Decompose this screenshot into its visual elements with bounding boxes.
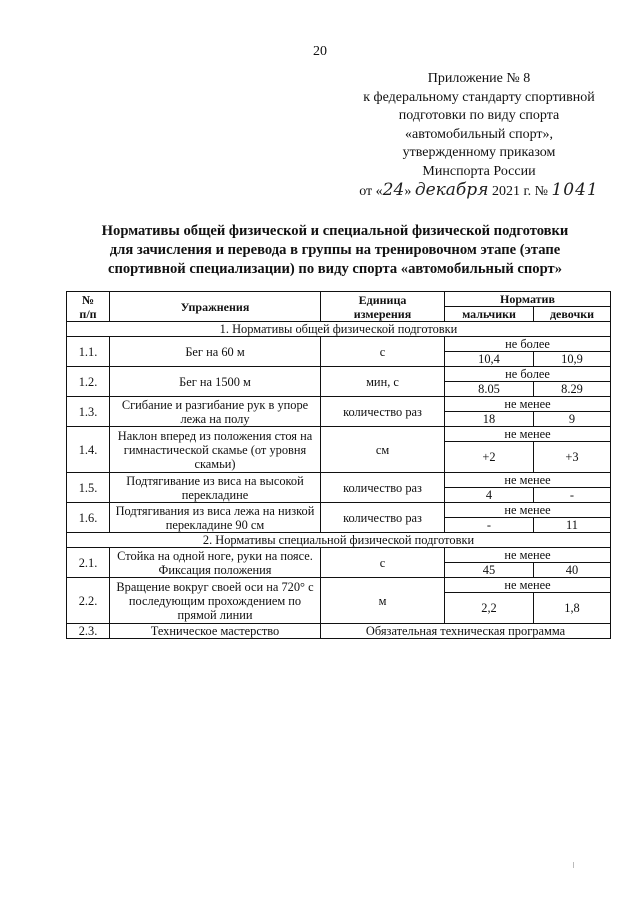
section-title: 1. Нормативы общей физической подготовки	[67, 322, 611, 337]
row-exercise: Бег на 1500 м	[110, 367, 321, 397]
row-program: Обязательная техническая программа	[321, 624, 611, 639]
row-girls-value: -	[534, 488, 611, 503]
row-boys-value: -	[445, 518, 534, 533]
row-boys-value: 10,4	[445, 352, 534, 367]
appendix-line: «автомобильный спорт»,	[404, 126, 554, 142]
row-girls-value: +3	[534, 442, 611, 473]
title-line: спортивной специализации) по виду спорта «автомобильный спорт»	[108, 261, 562, 277]
norms-table	[66, 291, 611, 639]
row-condition: не менее	[445, 427, 611, 442]
row-boys-value: 4	[445, 488, 534, 503]
row-condition: не менее	[445, 578, 611, 593]
order-day-handwritten: 24	[382, 180, 405, 200]
table-row	[67, 427, 611, 442]
row-unit: м	[321, 578, 445, 624]
page-number: 20	[313, 44, 327, 59]
row-unit: с	[321, 337, 445, 367]
row-number: 2.2.	[67, 578, 110, 624]
order-reference	[346, 181, 612, 202]
table-row	[67, 473, 611, 488]
appendix-line: к федеральному стандарту спортивной	[363, 89, 595, 105]
row-condition: не менее	[445, 397, 611, 412]
row-exercise: Бег на 60 м	[110, 337, 321, 367]
header-boys: мальчики	[445, 307, 534, 322]
header-exercise: Упражнения	[110, 292, 321, 322]
row-exercise: Техническое мастерство	[110, 624, 321, 639]
row-condition: не менее	[445, 548, 611, 563]
row-boys-value: 45	[445, 563, 534, 578]
row-girls-value: 1,8	[534, 593, 611, 624]
row-girls-value: 11	[534, 518, 611, 533]
table-row	[67, 397, 611, 412]
row-unit: см	[321, 427, 445, 473]
row-condition: не более	[445, 337, 611, 352]
row-girls-value: 10,9	[534, 352, 611, 367]
row-boys-value: 2,2	[445, 593, 534, 624]
row-boys-value: 18	[445, 412, 534, 427]
row-girls-value: 8.29	[534, 382, 611, 397]
title-line: для зачисления и перевода в группы на тренировочном этапе (этапе	[109, 242, 561, 258]
table-row	[67, 337, 611, 352]
header-unit: Единица измерения	[321, 292, 445, 322]
row-unit: с	[321, 548, 445, 578]
row-exercise: Подтягивания из виса лежа на низкой перекладине 90 см	[110, 503, 321, 533]
table-row	[67, 503, 611, 518]
order-prefix: от «	[359, 184, 383, 199]
table-row	[67, 624, 611, 639]
row-number: 1.4.	[67, 427, 110, 473]
row-unit: количество раз	[321, 397, 445, 427]
row-number: 1.6.	[67, 503, 110, 533]
document-title	[60, 222, 610, 279]
header-number: № п/п	[67, 292, 110, 322]
appendix-line: подготовки по виду спорта	[398, 108, 560, 123]
row-boys-value: +2	[445, 442, 534, 473]
row-number: 2.3.	[67, 624, 110, 639]
order-month-handwritten: декабря	[414, 180, 489, 200]
row-number: 1.3.	[67, 397, 110, 427]
order-number-handwritten: 1041	[551, 180, 599, 200]
row-exercise: Наклон вперед из положения стоя на гимнастической скамье (от уровня скамьи)	[110, 427, 321, 473]
appendix-line: утвержденному приказом	[402, 145, 556, 160]
row-exercise: Вращение вокруг своей оси на 720° с последующим прохождением по прямой линии	[110, 578, 321, 624]
section-title: 2. Нормативы специальной физической подготовки	[67, 533, 611, 548]
header-norm: Норматив	[445, 292, 611, 307]
row-condition: не менее	[445, 473, 611, 488]
row-unit: количество раз	[321, 503, 445, 533]
table-header-row	[67, 292, 611, 307]
section-row	[67, 533, 611, 548]
order-mid: »	[404, 184, 415, 199]
table-row	[67, 367, 611, 382]
row-condition: не более	[445, 367, 611, 382]
row-exercise: Подтягивание из виса на высокой перекладине	[110, 473, 321, 503]
row-exercise: Сгибание и разгибание рук в упоре лежа на полу	[110, 397, 321, 427]
header-girls: девочки	[534, 307, 611, 322]
row-condition: не менее	[445, 503, 611, 518]
row-number: 2.1.	[67, 548, 110, 578]
row-unit: мин, с	[321, 367, 445, 397]
row-exercise: Стойка на одной ноге, руки на поясе. Фиксация положения	[110, 548, 321, 578]
section-row	[67, 322, 611, 337]
row-unit: количество раз	[321, 473, 445, 503]
appendix-line: Приложение № 8	[427, 71, 531, 86]
row-boys-value: 8.05	[445, 382, 534, 397]
scan-mark	[573, 862, 574, 868]
row-girls-value: 9	[534, 412, 611, 427]
order-year: 2021 г. №	[488, 184, 552, 199]
appendix-header	[346, 70, 612, 202]
row-number: 1.1.	[67, 337, 110, 367]
table-row	[67, 578, 611, 593]
row-girls-value: 40	[534, 563, 611, 578]
title-line: Нормативы общей физической и специальной физической подготовки	[101, 223, 569, 239]
appendix-line: Минспорта России	[422, 163, 536, 179]
row-number: 1.5.	[67, 473, 110, 503]
table-row	[67, 548, 611, 563]
row-number: 1.2.	[67, 367, 110, 397]
